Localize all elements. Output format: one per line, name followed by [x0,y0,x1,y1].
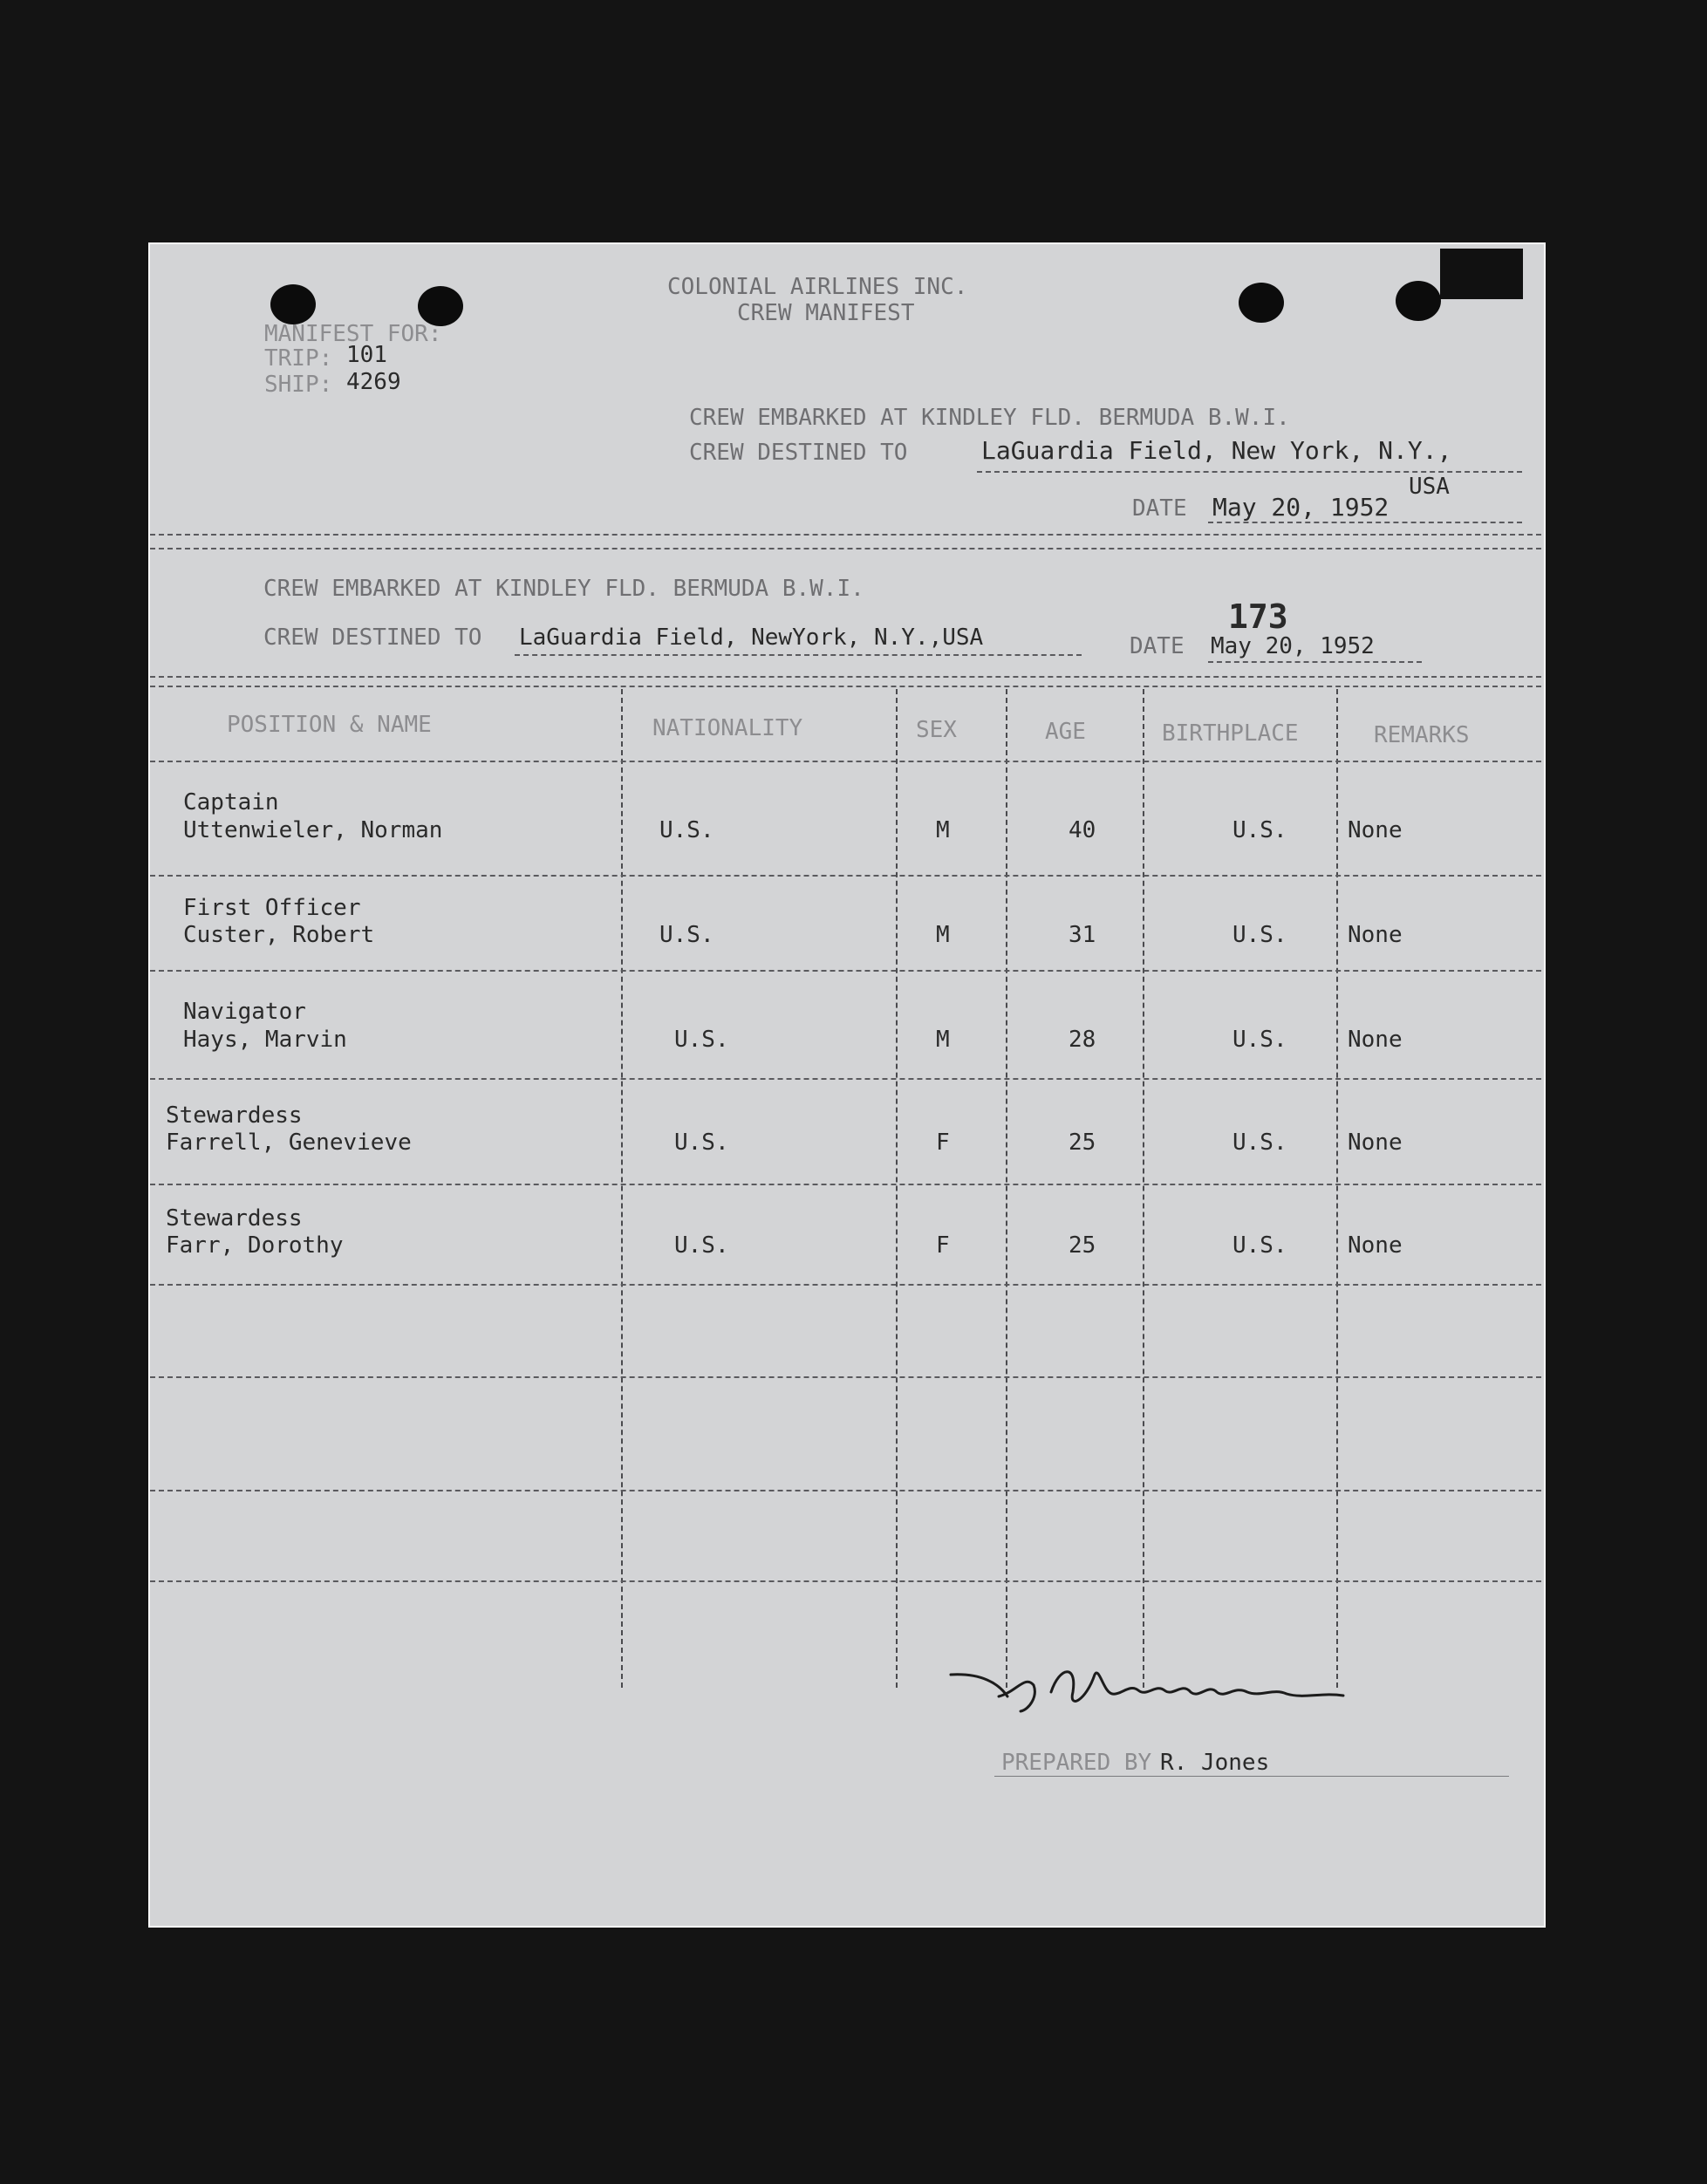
row-rule [150,761,1541,762]
row4-nationality: U.S. [674,1130,729,1156]
top-date-value: May 20, 1952 [1212,493,1389,522]
divider [515,654,1082,656]
divider [1208,522,1522,523]
prepared-by-label: PREPARED BY [1001,1750,1152,1776]
row-rule [150,1376,1541,1378]
row-rule [150,970,1541,972]
row5-remarks: None [1348,1232,1403,1259]
top-date-label: DATE [1132,495,1187,522]
col-header-sex: SEX [916,717,957,743]
column-rule [896,689,898,1688]
row2-nationality: U.S. [659,922,714,948]
ship-label: SHIP: [264,372,333,398]
row2-name: Custer, Robert [183,922,375,948]
row1-age: 40 [1069,817,1096,843]
divider [977,471,1522,473]
divider [1208,661,1422,663]
divider [150,534,1541,536]
table-top-rule [150,686,1541,687]
prepared-by-rule [994,1776,1509,1777]
top-destined-label: CREW DESTINED TO [689,440,908,466]
column-rule [621,689,623,1688]
punch-hole [1396,281,1441,321]
row5-birthplace: U.S. [1232,1232,1287,1259]
row4-name: Farrell, Genevieve [166,1130,412,1156]
col-header-remarks: REMARKS [1374,722,1470,748]
row5-nationality: U.S. [674,1232,729,1259]
row1-sex: M [936,817,950,843]
col-header-position-name: POSITION & NAME [227,712,432,738]
form-title: CREW MANIFEST [737,300,915,326]
row4-sex: F [936,1130,950,1156]
manifest-for-label: MANIFEST FOR: [264,321,442,347]
row1-birthplace: U.S. [1232,817,1287,843]
column-rule [1336,689,1338,1688]
row2-birthplace: U.S. [1232,922,1287,948]
col-header-nationality: NATIONALITY [652,715,803,741]
row3-position: Navigator [183,999,306,1025]
table-top-rule [150,676,1541,678]
lower-embarked-line: CREW EMBARKED AT KINDLEY FLD. BERMUDA B.W.I. [263,576,864,602]
page-corner-tab [1440,249,1523,299]
top-destined-country: USA [1409,474,1450,500]
row-rule [150,1284,1541,1286]
row5-position: Stewardess [166,1205,303,1232]
row5-age: 25 [1069,1232,1096,1259]
row-rule [150,1490,1541,1491]
col-header-birthplace: BIRTHPLACE [1162,720,1299,747]
row1-position: Captain [183,789,279,816]
row4-position: Stewardess [166,1102,303,1129]
row5-name: Farr, Dorothy [166,1232,344,1259]
row1-nationality: U.S. [659,817,714,843]
row3-birthplace: U.S. [1232,1027,1287,1053]
prepared-by-value: R. Jones [1160,1750,1270,1776]
row-rule [150,1078,1541,1080]
column-rule [1143,689,1144,1688]
row3-age: 28 [1069,1027,1096,1053]
row4-birthplace: U.S. [1232,1130,1287,1156]
col-header-age: AGE [1045,719,1086,745]
manifest-number: 173 [1228,597,1288,636]
row2-sex: M [936,922,950,948]
row-rule [150,1580,1541,1582]
row3-sex: M [936,1027,950,1053]
row3-name: Hays, Marvin [183,1027,347,1053]
row-rule [150,875,1541,877]
row1-name: Uttenwieler, Norman [183,817,443,843]
row4-age: 25 [1069,1130,1096,1156]
divider [150,548,1541,549]
top-destined-value: LaGuardia Field, New York, N.Y., [981,436,1452,465]
top-embarked-line: CREW EMBARKED AT KINDLEY FLD. BERMUDA B.W.I. [689,405,1290,431]
trip-number: 101 [346,342,387,368]
row2-remarks: None [1348,922,1403,948]
lower-destined-label: CREW DESTINED TO [263,624,482,651]
row3-remarks: None [1348,1027,1403,1053]
row4-remarks: None [1348,1130,1403,1156]
lower-date-label: DATE [1130,633,1185,659]
row1-remarks: None [1348,817,1403,843]
lower-destined-value: LaGuardia Field, NewYork, N.Y.,USA [519,624,984,651]
punch-hole [1239,283,1284,323]
row-rule [150,1184,1541,1185]
row5-sex: F [936,1232,950,1259]
column-rule [1006,689,1007,1688]
signature-image [946,1657,1348,1718]
trip-label: TRIP: [264,345,333,372]
punch-hole [270,284,316,324]
company-name: COLONIAL AIRLINES INC. [667,274,968,300]
ship-number: 4269 [346,369,401,395]
row3-nationality: U.S. [674,1027,729,1053]
row2-position: First Officer [183,895,361,921]
row2-age: 31 [1069,922,1096,948]
lower-date-value: May 20, 1952 [1211,633,1375,659]
